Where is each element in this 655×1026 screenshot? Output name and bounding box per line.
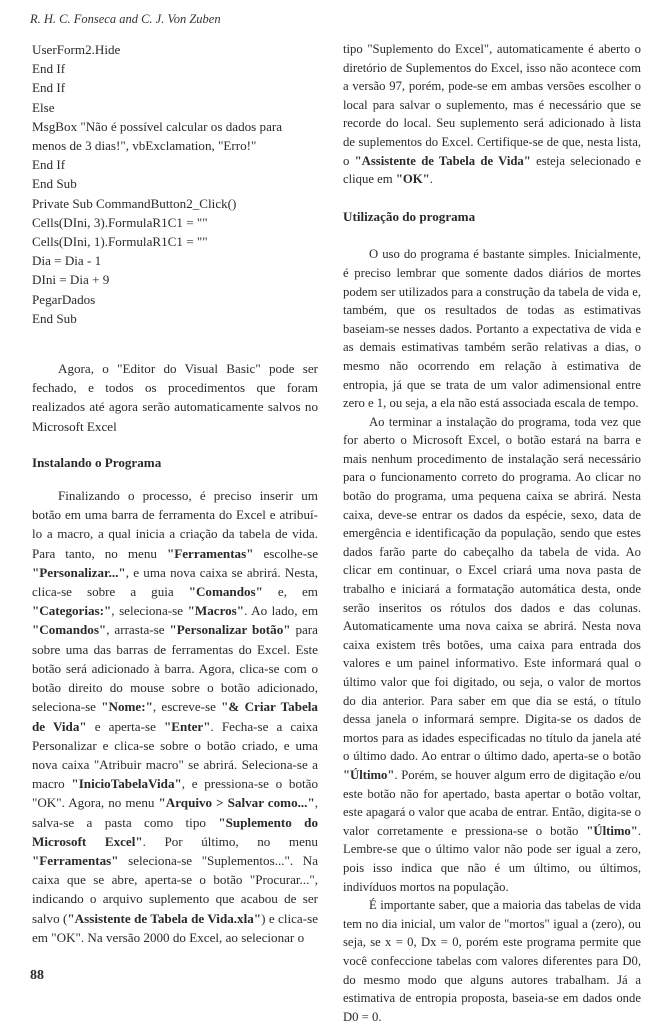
paragraph-use-3: É importante saber, que a maioria das tabelas de vida tem no dia inicial, um valor de "mortos" igual a (zero), ou seja, se x = 0, Dx = 0, porém este programa permite que você confeccione tabelas com valores diferentes para D0, do mesmo modo que alguns autores trabalham. Já a estimativa de entropia proposta, baseia-se em dados onde D0 = 0.: [343, 898, 641, 1024]
code-line: PegarDados: [32, 291, 96, 307]
left-column: [32, 40, 318, 947]
right-column: [343, 40, 641, 1026]
page-number: 88: [30, 968, 44, 983]
paragraph-editor: Agora, o "Editor do Visual Basic" pode ser fechado, e todos os procedimentos que foram realizados até agora serão automaticamente salvos no Microsoft Excel: [32, 361, 318, 434]
section-heading-use: Utilização do programa: [343, 208, 476, 224]
code-line: Dia = Dia - 1: [32, 253, 102, 269]
code-line: UserForm2.Hide: [32, 42, 121, 57]
code-line: End Sub: [32, 310, 77, 326]
code-line: DIni = Dia + 9: [32, 272, 110, 288]
code-line: End Sub: [32, 176, 77, 192]
code-line: Cells(DIni, 3).FormulaR1C1 = "": [32, 214, 208, 230]
paragraph-install: Finalizando o processo, é preciso inserir um botão em uma barra de ferramenta do Excel e atribuí-lo a macro, a qual inicia a criação da tabela de vida. Para tanto, no menu "Ferramentas" escolhe-se "Personalizar...", e uma nova caixa se abrirá. Nesta, clica-se sobre a guia "Comandos" e, em "Categorias:", seleciona-se "Macros". Ao lado, em "Comandos", arrasta-se "Personalizar botão" para sobre uma das barras de ferramentas do Excel. Este botão será adicionado à barra. Agora, clica-se com o botão direito do mouse sobre o botão adicionado, seleciona-se "Nome:", escreve-se "& Criar Tabela de Vida" e aperta-se "Enter". Fecha-se a caixa Personalizar e clica-se sobre o botão criado, e uma nova caixa "Atribuir macro" se abrirá. Seleciona-se a macro "InicioTabelaVida", e pressiona-se o botão "OK". Agora, no menu "Arquivo > Salvar como...", salva-se a pasta como tipo "Suplemento do Microsoft Excel". Por último, no menu "Ferramentas" seleciona-se "Suplementos...". Na caixa que se abre, aperta-se o botão "Procurar...", indicando o arquivo suplemento que acabou de ser salvo ("Assistente de Tabela de Vida.xla") e clica-se em "OK". Na versão 2000 do Excel, ao selecionar o: [32, 488, 319, 945]
code-listing: [32, 40, 318, 328]
paragraph-install-continued: tipo "Suplemento do Excel", automaticamente é aberto o diretório de Suplementos do Excel, isso não acontece com a versão 97, porém, pode-se em ambas versões escolher o local para salvar o suplemento, mas é necessário que se recorde do local. Seu suplemento será adicionado à lista de suplementos do Excel. Certifique-se de que, nesta lista, o "Assistente de Tabela de Vida" esteja selecionado e clique em "OK".: [343, 42, 642, 187]
paragraph-use-1: O uso do programa é bastante simples. Inicialmente, é preciso lembrar que somente dados diários de mortes podem ser utilizados para a construção da tabela de vida e, também, que os resultados de todas as estimativas baseiam-se nesses dados. Portanto a expectativa de vida e as demais estimativas também serão relativas a dias, o mesmo não ocorrendo em relação à estimativa de entropia, já que se trata de um valor adimensional entre zero e 1, ou seja, a ela não está associada escala de tempo.: [343, 247, 641, 411]
code-line: End If: [32, 61, 66, 77]
code-line: End If: [32, 80, 66, 96]
code-line: MsgBox "Não é possível calcular os dados para menos de 3 dias!", vbExclamation, "Erro!": [32, 118, 283, 154]
section-heading-install: Instalando o Programa: [32, 454, 162, 470]
code-line: Else: [32, 99, 55, 115]
running-header: R. H. C. Fonseca and C. J. Von Zuben: [30, 12, 221, 26]
code-line: Private Sub CommandButton2_Click(): [32, 195, 237, 211]
code-line: Cells(DIni, 1).FormulaR1C1 = "": [32, 234, 208, 250]
paragraph-use-2: Ao terminar a instalação do programa, toda vez que for aberto o Microsoft Excel, o botão estará na barra e mais nenhum procedimento de instalação será necessário para o funcionamento correto do programa. Ao clicar no botão do programa, uma pequena caixa se abrirá. Nesta caixa, deve-se entrar os dados da espécie, sexo, data de emergência e identificação da população, sendo que estes dados farão parte do cabeçalho da tabela de vida. Ao clicar em continuar, o Excel criará uma nova pasta de trabalho e iniciará a formatação automática desta, onde serão inseritos os rótulos dos dados e das colunas. Automaticamente uma nova caixa se abrirá. Nesta nova caixa existem três botões, uma caixa para entrada dos valores e um painel informativo. Este informará qual o último valor que foi digitado, ou seja, o valor de mortos do dia anterior. Para saber em que dia se está, o título dessa janela o informará sempre. Digita-se os dados de mortos para as idades especificadas no título da janela até o último dado. Ao entrar o último dado, aperta-se o botão "Último". Porém, se houver algum erro de digitação e/ou este botão não for apertado, basta apertar o botão voltar, este apagará o valor que acaba de entrar. Então, digita-se o valor corretamente e pressiona-se o botão "Último". Lembre-se que o último valor não pode ser igual a zero, pois isso indica que não é um último, ou últimos, indivíduos mortos na população.: [343, 414, 641, 894]
code-line: End If: [32, 157, 66, 173]
